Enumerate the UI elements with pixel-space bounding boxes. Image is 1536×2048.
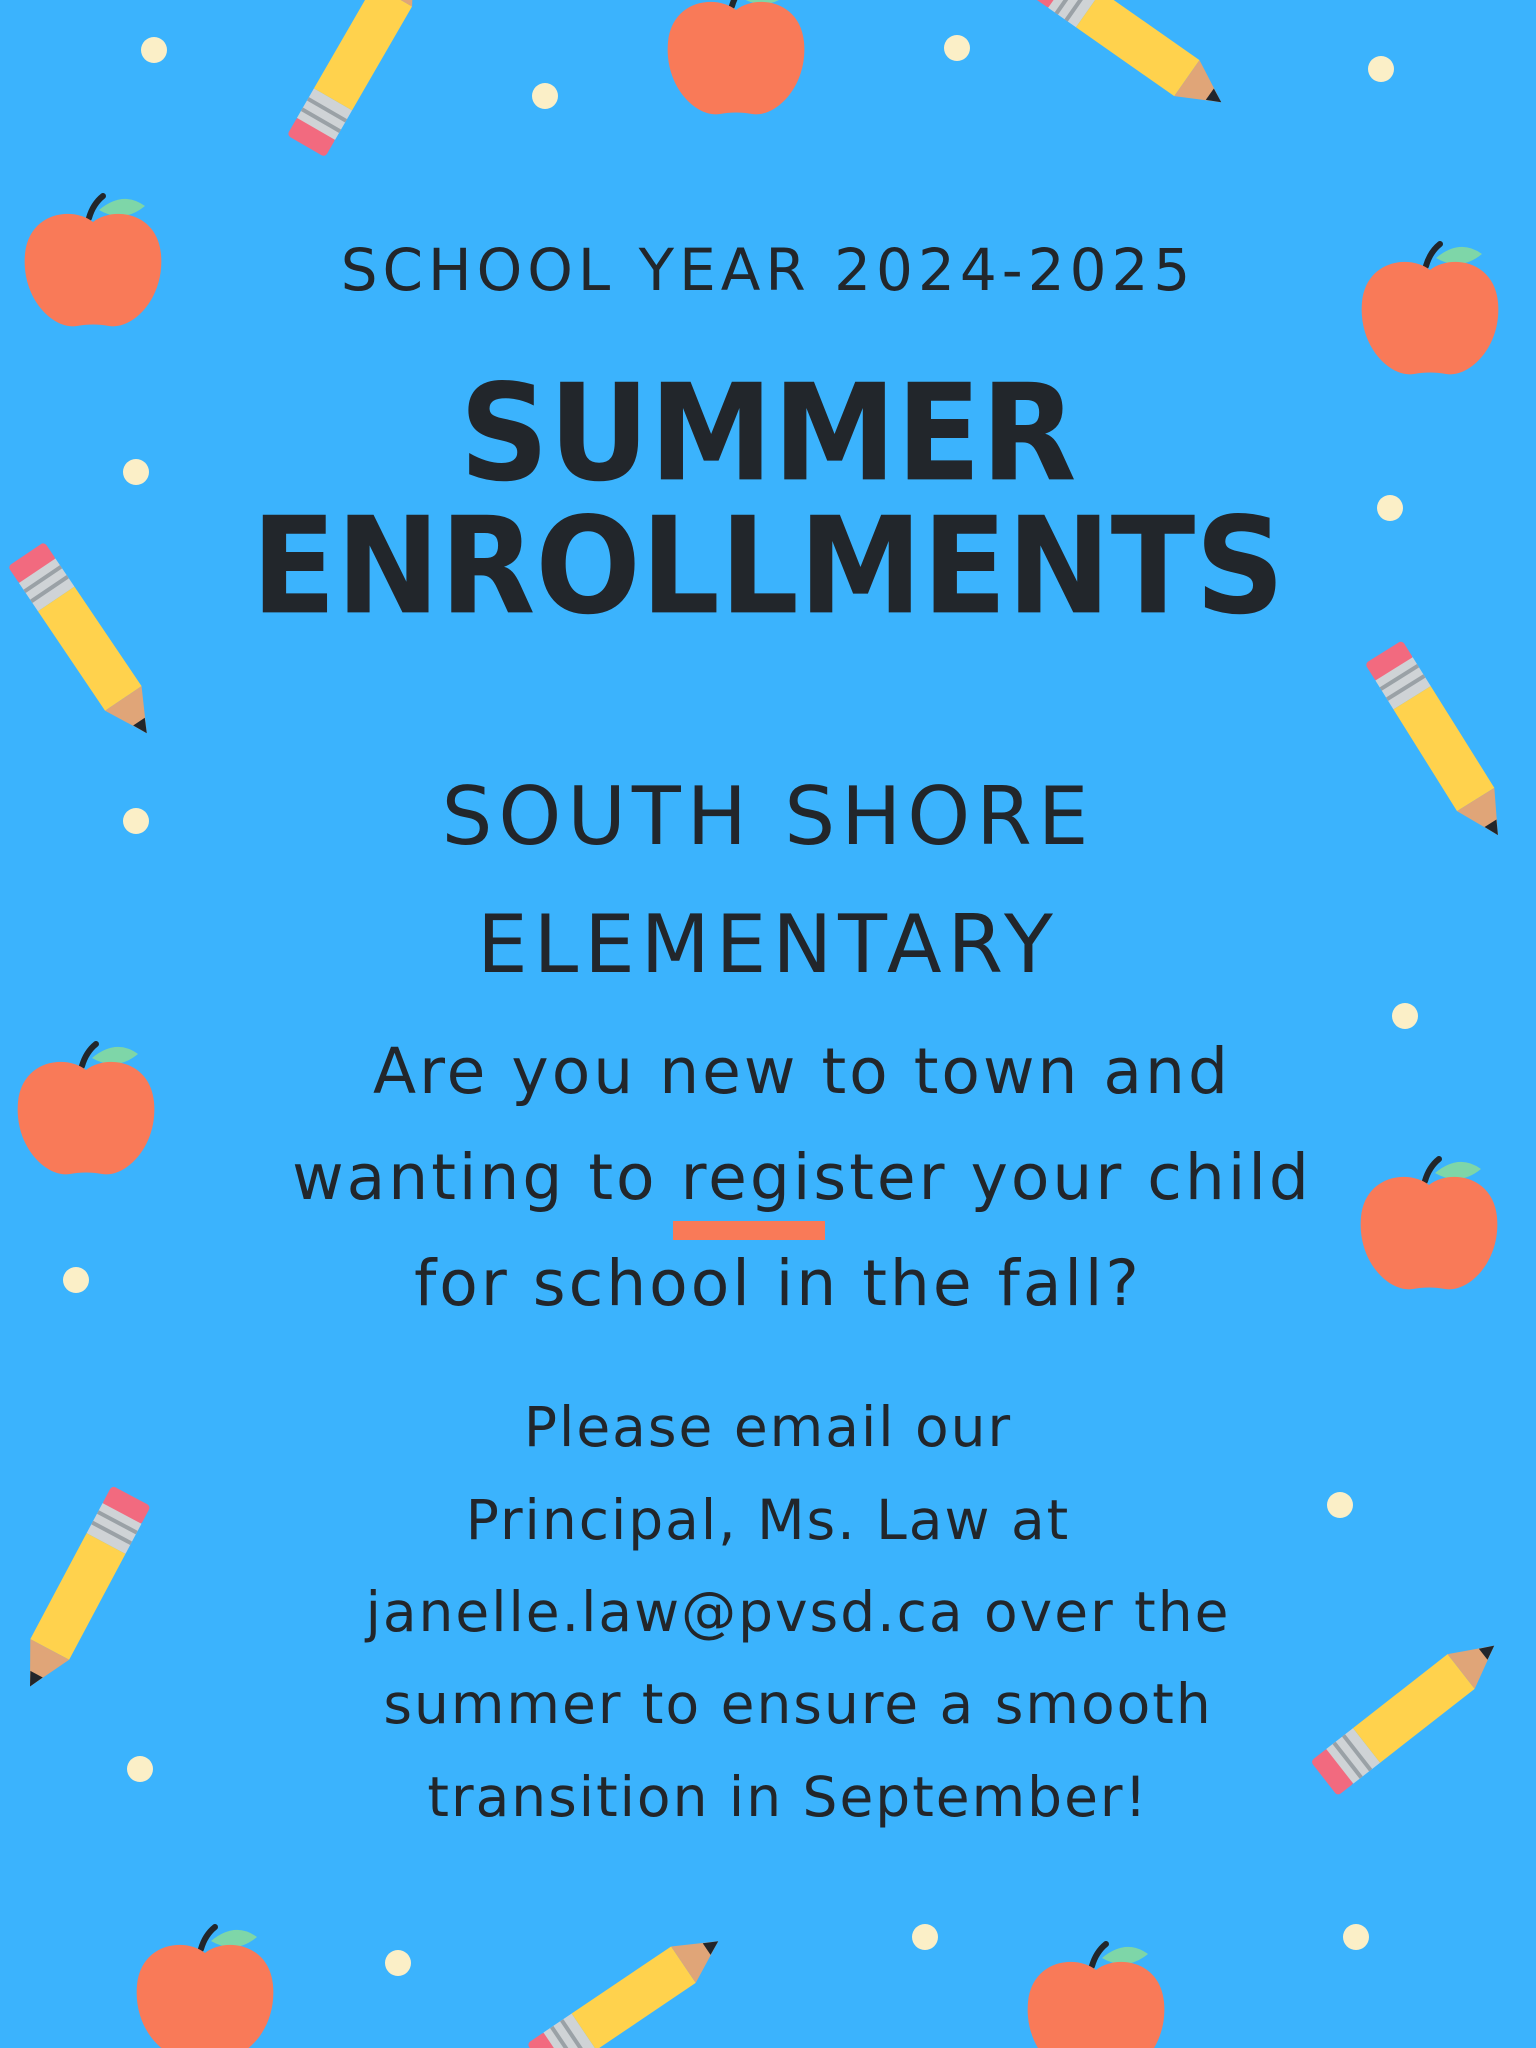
info-line-4: summer to ensure a smooth: [383, 1672, 1213, 1736]
question-line-1: Are you new to town and: [373, 1035, 1231, 1108]
contact-email: janelle.law@pvsd.ca over the: [365, 1580, 1231, 1644]
info-line-2: Principal, Ms. Law at: [465, 1488, 1071, 1552]
school-year-heading: SCHOOL YEAR 2024-2025: [340, 236, 1196, 304]
school-name-line-2: ELEMENTARY: [477, 898, 1059, 991]
info-line-5: transition in September!: [427, 1765, 1149, 1829]
title-line-2: ENROLLMENTS: [251, 489, 1285, 645]
question-line-3: for school in the fall?: [414, 1247, 1142, 1320]
question-line-2: wanting to register your child: [292, 1141, 1312, 1214]
title-line-1: SUMMER: [459, 356, 1077, 512]
info-line-1: Please email our: [523, 1395, 1013, 1459]
school-name-line-1: SOUTH SHORE: [441, 770, 1095, 863]
register-underline: [673, 1221, 825, 1240]
